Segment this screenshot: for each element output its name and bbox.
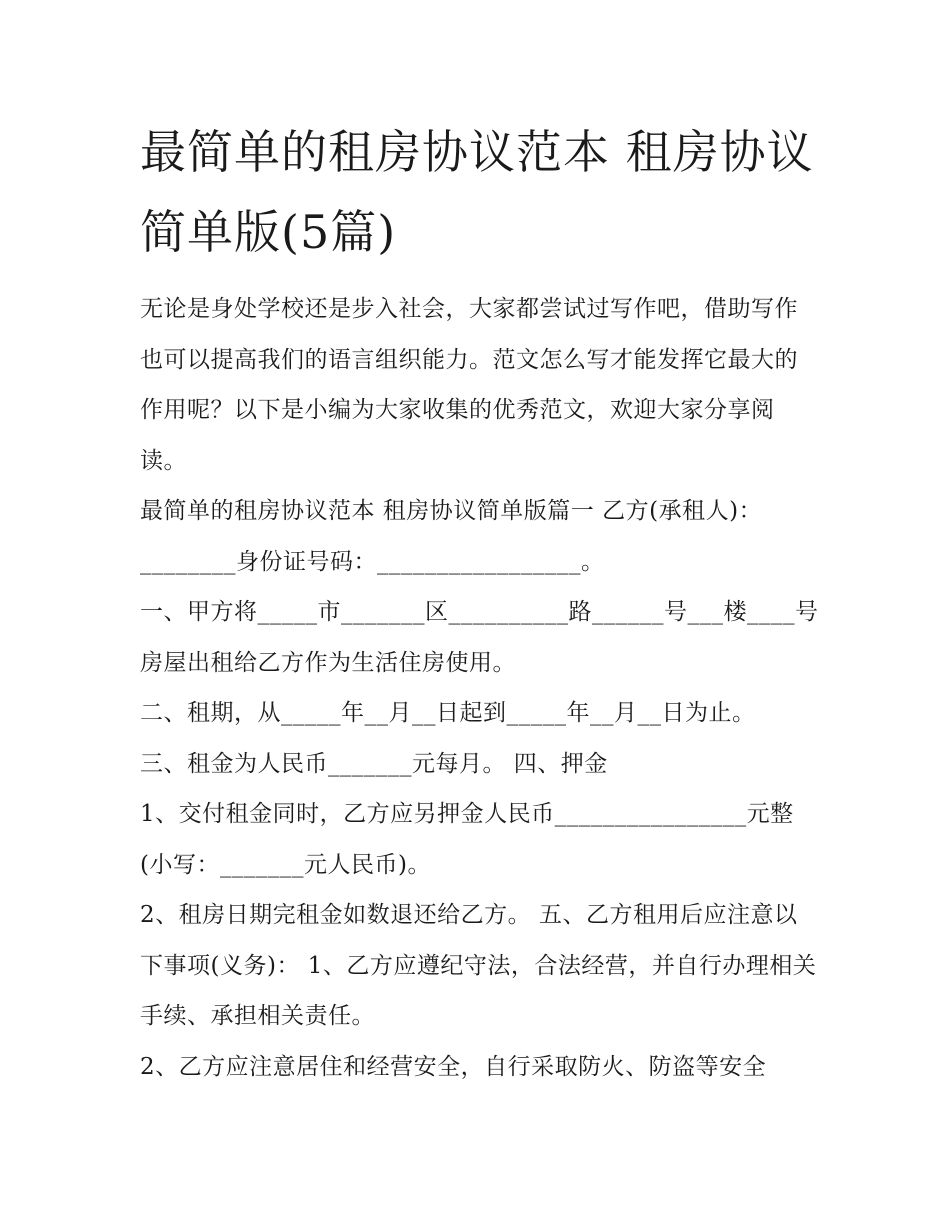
document-title: 最简单的租房协议范本 租房协议简单版(5篇): [140, 125, 814, 259]
tenant-info-paragraph: 最简单的租房协议范本 租房协议简单版篇一 乙方(承租人)：________身份证号码：_________________。: [140, 498, 763, 575]
clause-3-paragraph: 三、租金为人民币_______元每月。 四、押金: [140, 750, 608, 777]
document-page: [140, 112, 820, 1092]
deposit-item-2-paragraph: 2、租房日期完租金如数退还给乙方。 五、乙方租用后应注意以下事项(义务)： 1、乙方应遵纪守法，合法经营，并自行办理相关手续、承担相关责任。: [140, 902, 817, 1029]
obligation-item-2-paragraph: 2、乙方应注意居住和经营安全，自行采取防火、防盗等安全: [140, 1053, 767, 1080]
intro-paragraph: 无论是身处学校还是步入社会，大家都尝试过写作吧，借助写作也可以提高我们的语言组织能力。范文怎么写才能发挥它最大的作用呢？以下是小编为大家收集的优秀范文，欢迎大家分享阅读。: [140, 296, 798, 474]
clause-1-paragraph: 一、甲方将_____市_______区__________路______号___楼____号房屋出租给乙方作为生活住房使用。: [140, 599, 819, 676]
clause-2-paragraph: 二、租期，从_____年__月__日起到_____年__月__日为止。: [140, 700, 756, 726]
deposit-item-1-paragraph: 1、交付租金同时，乙方应另押金人民币________________元整(小写：_______元人民币)。: [140, 801, 794, 878]
